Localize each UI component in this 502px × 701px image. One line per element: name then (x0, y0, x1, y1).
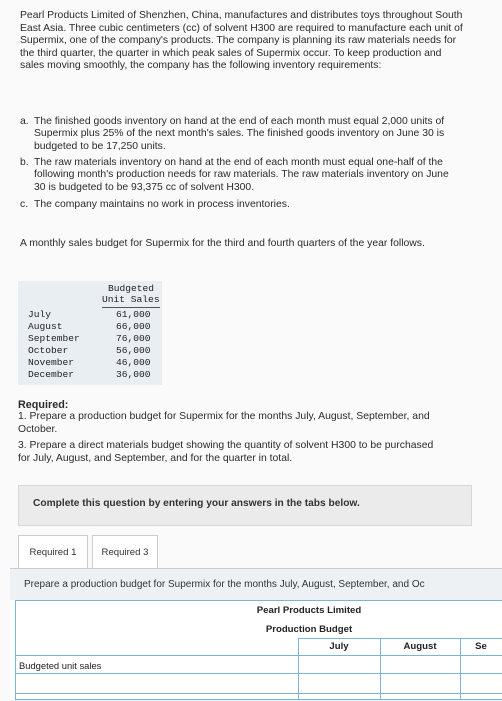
sales-row-month: December (28, 369, 75, 380)
sales-header-line1: Budgeted (108, 283, 155, 294)
august-unit-sales-input[interactable] (382, 673, 459, 693)
sales-row-month: September (28, 333, 80, 344)
tab-label: Required 3 (101, 546, 149, 558)
sales-row-units: 56,000 (116, 345, 151, 356)
sales-row-units: 61,000 (116, 309, 151, 320)
sales-row-month: August (28, 321, 63, 332)
row-divider (15, 693, 502, 694)
col-divider (380, 638, 381, 700)
budget-title: Production Budget (265, 624, 353, 635)
sales-row-units: 76,000 (116, 333, 151, 344)
sales-row-units: 66,000 (116, 321, 151, 332)
sales-header-divider (102, 307, 160, 308)
required-heading: Required: (18, 399, 69, 411)
sales-table (18, 281, 162, 385)
column-header-august: August (403, 641, 437, 652)
header-divider (299, 638, 502, 639)
production-budget-table (10, 600, 502, 700)
col-divider (298, 638, 299, 700)
requirement-marker: c. (20, 199, 29, 210)
sales-row-month: November (28, 357, 75, 368)
july-unit-sales-input[interactable] (300, 673, 379, 693)
required-item-1: 1. Prepare a production budget for Supermix for the months July, August, September, and October. (18, 411, 430, 435)
sales-intro: A monthly sales budget for Supermix for the third and fourth quarters of the year follows. (20, 238, 425, 249)
requirement-text: The raw materials inventory on hand at the end of each month must equal one-half of the following month's production needs for raw materials. The raw materials inventory on June 30 is budgeted to be 93,375 cc of solvent H300. (34, 157, 449, 193)
requirement-marker: a. (20, 116, 29, 127)
sales-header-line2: Unit Sales (102, 294, 160, 305)
tab-required-3[interactable] (92, 535, 158, 568)
row-label-budgeted-unit-sales: Budgeted unit sales (19, 660, 102, 671)
tab-required-1[interactable] (18, 535, 88, 568)
requirement-a (20, 116, 460, 156)
september-unit-sales-input[interactable] (462, 673, 502, 693)
column-header-september: Se (475, 641, 487, 652)
requirement-marker: b. (20, 157, 29, 168)
sales-row-month: July (28, 309, 52, 320)
sales-row-units: 46,000 (116, 357, 151, 368)
required-item-3: 3. Prepare a direct materials budget showing the quantity of solvent H300 to be purchased for July, August, and September, and for the quarter in total. (18, 440, 434, 464)
intro-paragraph: Pearl Products Limited of Shenzhen, China, manufactures and distributes toys throughout South East Asia. Three cubic centimeters (cc) of solvent H300 are required to manufacture each unit of Supermix, one of the company's products. The company is planning its raw materials needs for the third quarter, the quarter in which peak sales of Supermix occur. To keep production and sales moving smoothly, the company has the following inventory requirements: (20, 10, 463, 72)
instruction-box (18, 485, 472, 526)
tab-label: Required 1 (29, 546, 77, 558)
requirement-text: The company maintains no work in process inventories. (34, 199, 290, 210)
requirement-c (20, 199, 460, 213)
instruction-text: Complete this question by entering your answers in the tabs below. (33, 498, 360, 509)
sales-row-month: October (28, 345, 69, 356)
task-prompt: Prepare a production budget for Supermix for the months July, August, September, and Oc (24, 579, 425, 590)
col-divider (460, 638, 461, 700)
row-divider (15, 655, 502, 656)
sales-row-units: 36,000 (116, 369, 151, 380)
requirement-text: The finished goods inventory on hand at the end of each month must equal 2,000 units of Supermix plus 25% of the next month's sales. The finished goods inventory on June 30 is budgeted to be 17,250 units. (34, 116, 445, 152)
requirement-b (20, 157, 460, 197)
row-divider (15, 673, 502, 674)
company-name: Pearl Products Limited (256, 605, 362, 616)
column-header-july: July (329, 641, 349, 652)
